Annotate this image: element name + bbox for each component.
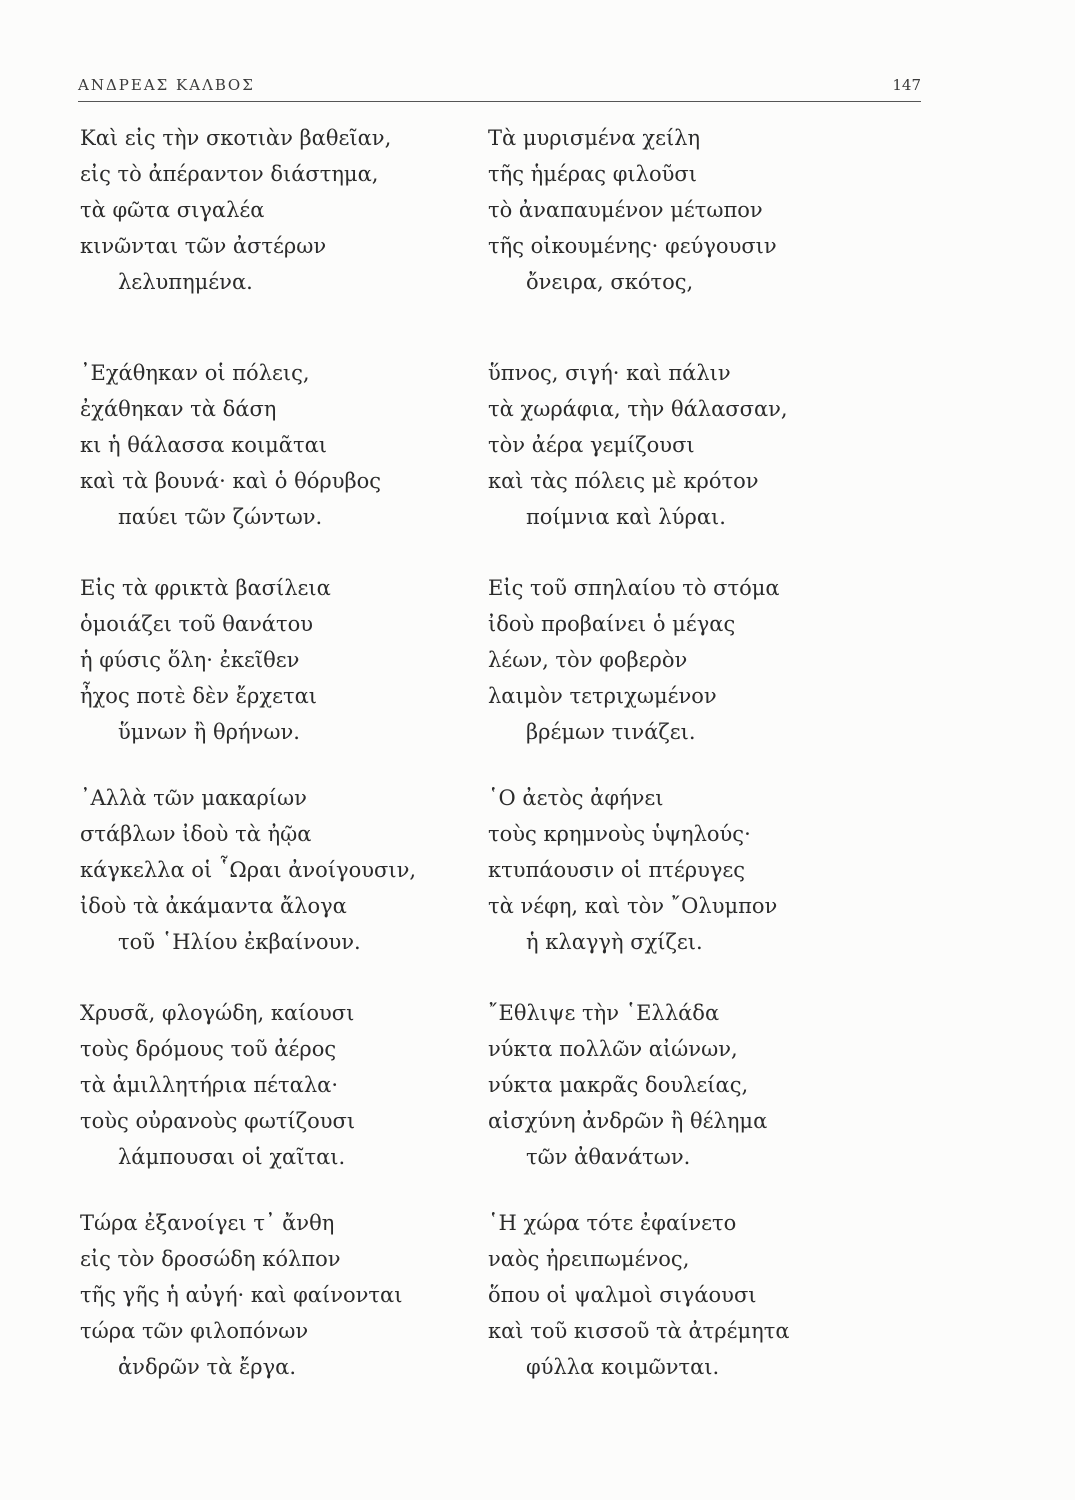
- verse-line-indented: ὕμνων ἢ θρήνων.: [118, 720, 300, 744]
- verse-line-indented: ὄνειρα, σκότος,: [526, 270, 694, 294]
- stanza: [488, 995, 888, 1175]
- verse-line: ὁμοιάζει τοῦ θανάτου: [80, 612, 314, 636]
- page-number: 147: [892, 76, 921, 94]
- stanza: [488, 1205, 888, 1385]
- verse-line-indented: παύει τῶν ζώντων.: [118, 505, 323, 529]
- verse-line: ἦχος ποτὲ δὲν ἔρχεται: [80, 684, 317, 708]
- verse-line: εἰς τὸ ἀπέραντον διάστημα,: [80, 162, 379, 186]
- verse-line: νύκτα μακρᾶς δουλείας,: [488, 1073, 749, 1097]
- verse-line: τὰ νέφη, καὶ τὸν ῎Ολυμπον: [488, 894, 778, 918]
- verse-line: κάγκελλα οἱ ῟Ωραι ἀνοίγουσιν,: [80, 858, 417, 882]
- verse-line: τοὺς δρόμους τοῦ ἀέρος: [80, 1037, 337, 1061]
- verse-line-indented: βρέμων τινάζει.: [526, 720, 696, 744]
- verse-line: στάβλων ἰδοὺ τὰ ἠῷα: [80, 822, 312, 846]
- verse-line: τῆς γῆς ἡ αὐγή· καὶ φαίνονται: [80, 1283, 403, 1307]
- verse-line: λέων, τὸν φοβερὸν: [488, 648, 688, 672]
- verse-line: λαιμὸν τετριχωμένον: [488, 684, 717, 708]
- verse-line: τοὺς κρημνοὺς ὑψηλούς·: [488, 822, 751, 846]
- verse-line: ῾Η χώρα τότε ἐφαίνετο: [488, 1211, 737, 1235]
- verse-line: ᾿Εχάθηκαν οἱ πόλεις,: [80, 361, 310, 385]
- verse-line: ἐχάθηκαν τὰ δάση: [80, 397, 277, 421]
- verse-line: ἰδοὺ τὰ ἀκάμαντα ἄλογα: [80, 894, 347, 918]
- verse-line: νύκτα πολλῶν αἰώνων,: [488, 1037, 738, 1061]
- verse-line: καὶ τοῦ κισσοῦ τὰ ἀτρέμητα: [488, 1319, 790, 1343]
- stanza: [80, 995, 480, 1175]
- verse-line: Τὰ μυρισμένα χείλη: [488, 126, 701, 150]
- verse-line: κι ἡ θάλασσα κοιμᾶται: [80, 433, 327, 457]
- verse-line: ῾Ο ἀετὸς ἀφήνει: [488, 786, 664, 810]
- verse-line: τοὺς οὐρανοὺς φωτίζουσι: [80, 1109, 356, 1133]
- verse-line: τὰ ἁμιλλητήρια πέταλα·: [80, 1073, 339, 1097]
- verse-line: ὅπου οἱ ψαλμοὶ σιγάουσι: [488, 1283, 757, 1307]
- verse-line-indented: ἡ κλαγγὴ σχίζει.: [526, 930, 703, 954]
- stanza: [488, 120, 888, 300]
- stanza: [488, 355, 888, 535]
- verse-line: ἰδοὺ προβαίνει ὁ μέγας: [488, 612, 736, 636]
- verse-line-indented: ποίμνια καὶ λύραι.: [526, 505, 726, 529]
- verse-line: ὕπνος, σιγή· καὶ πάλιν: [488, 361, 731, 385]
- verse-line: ῎Εθλιψε τὴν ῾Ελλάδα: [488, 1001, 720, 1025]
- verse-line: ναὸς ἠρειπωμένος,: [488, 1247, 690, 1271]
- verse-line: τὰ φῶτα σιγαλέα: [80, 198, 265, 222]
- verse-line: Εἰς τοῦ σπηλαίου τὸ στόμα: [488, 576, 780, 600]
- verse-line: αἰσχύνη ἀνδρῶν ἢ θέλημα: [488, 1109, 768, 1133]
- verse-line-indented: ἀνδρῶν τὰ ἔργα.: [118, 1355, 296, 1379]
- verse-line: τὸν ἀέρα γεμίζουσι: [488, 433, 695, 457]
- stanza: [80, 570, 480, 750]
- verse-line: τώρα τῶν φιλοπόνων: [80, 1319, 309, 1343]
- stanza: [488, 570, 888, 750]
- stanza: [488, 780, 888, 960]
- verse-line: τὸ ἀναπαυμένον μέτωπον: [488, 198, 763, 222]
- verse-line-indented: τοῦ ῾Ηλίου ἐκβαίνουν.: [118, 930, 361, 954]
- header-rule: [78, 101, 921, 102]
- verse-line: τὰ χωράφια, τὴν θάλασσαν,: [488, 397, 788, 421]
- verse-line: κτυπάουσιν οἱ πτέρυγες: [488, 858, 746, 882]
- verse-line: εἰς τὸν δροσώδη κόλπον: [80, 1247, 341, 1271]
- verse-line-indented: φύλλα κοιμῶνται.: [526, 1355, 720, 1379]
- stanza: [80, 1205, 480, 1385]
- verse-line: τῆς οἰκουμένης· φεύγουσιν: [488, 234, 777, 258]
- verse-line: Εἰς τὰ φρικτὰ βασίλεια: [80, 576, 331, 600]
- verse-line: ᾿Αλλὰ τῶν μακαρίων: [80, 786, 307, 810]
- verse-line: ἡ φύσις ὅλη· ἐκεῖθεν: [80, 648, 300, 672]
- verse-line: Καὶ εἰς τὴν σκοτιὰν βαθεῖαν,: [80, 126, 392, 150]
- verse-line: καὶ τὰ βουνά· καὶ ὁ θόρυβος: [80, 469, 382, 493]
- stanza: [80, 355, 480, 535]
- verse-line: Χρυσᾶ, φλογώδη, καίουσι: [80, 1001, 355, 1025]
- stanza: [80, 120, 480, 300]
- verse-line-indented: τῶν ἀθανάτων.: [526, 1145, 691, 1169]
- running-head: ΑΝΔΡΕΑΣ ΚΑΛΒΟΣ: [78, 76, 255, 94]
- verse-line: Τώρα ἐξανοίγει τ᾿ ἄνθη: [80, 1211, 335, 1235]
- verse-line: καὶ τὰς πόλεις μὲ κρότον: [488, 469, 759, 493]
- verse-line-indented: λελυπημένα.: [118, 270, 253, 294]
- page-header: [78, 76, 921, 102]
- stanza: [80, 780, 480, 960]
- verse-line-indented: λάμπουσαι οἱ χαῖται.: [118, 1145, 346, 1169]
- verse-line: κινῶνται τῶν ἀστέρων: [80, 234, 327, 258]
- verse-line: τῆς ἡμέρας φιλοῦσι: [488, 162, 697, 186]
